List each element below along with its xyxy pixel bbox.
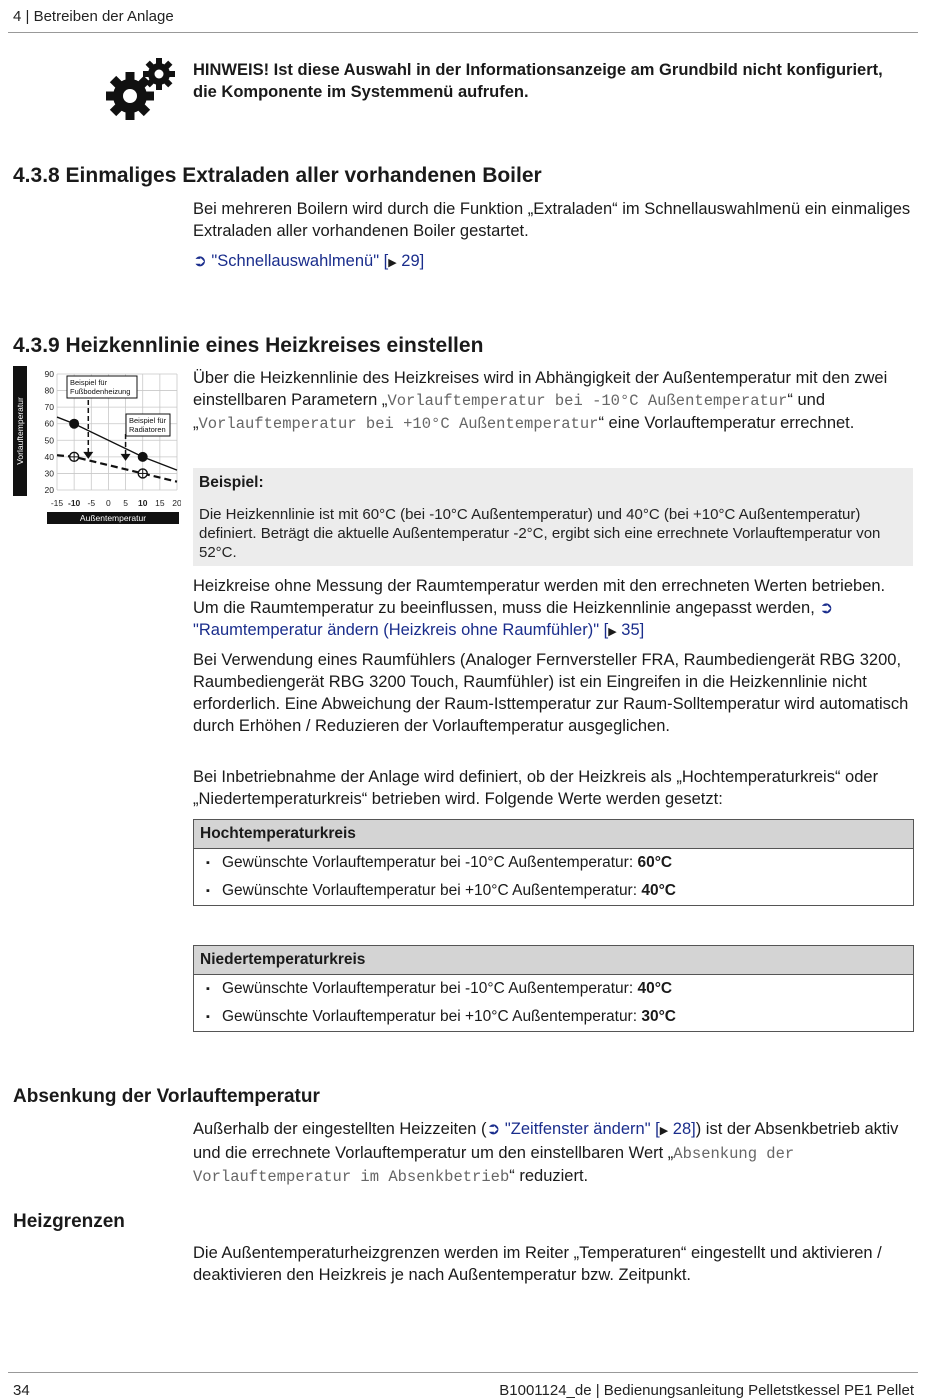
- y-tick-label: 20: [44, 485, 54, 495]
- link-text: "Schnellauswahlmenü" [: [211, 252, 389, 270]
- annotation-fussboden-line: Beispiel für: [70, 378, 108, 387]
- section-body-heizgrenzen: Die Außentemperaturheizgrenzen werden im Reiter „Temperaturen“ eingestellt und aktivieren / deaktivieren den Heizkreis je nach Außentemperatur bzw. Zeitpunkt.: [193, 1244, 882, 1284]
- paragraph-ohne-raumfuehler: Heizkreise ohne Messung der Raumtemperatur werden mit den errechneten Werten betrieben. Um die Raumtemperatur zu beeinflussen, muss die Heizkennlinie angepasst werden, ➲ "Raumtemperatur ändern (Heizkreis ohne Raumfühler)" [▶ 35]: [193, 577, 886, 639]
- example-text: Die Heizkennlinie ist mit 60°C (bei -10°C Außentemperatur) und 40°C (bei +10°C Außentemperatur) definiert. Beträgt die aktuelle Außentemperatur -2°C, ergibt sich eine errechnete Vorlauftemperatur von 52°C.: [199, 506, 881, 561]
- table-row: ▪ Gewünschte Vorlauftemperatur bei -10°C Außentemperatur: 40°C: [194, 975, 913, 1003]
- y-tick-label: 40: [44, 451, 54, 462]
- bullet-icon: ▪: [206, 983, 210, 995]
- heating-curve-chart: [13, 366, 181, 532]
- x-tick-label: 10: [137, 498, 148, 508]
- x-tick-label: 15: [155, 498, 165, 508]
- section-title-extraladen: 4.3.8 Einmaliges Extraladen aller vorhandenen Boiler: [13, 164, 542, 187]
- link-arrow-icon: ➲: [486, 1120, 501, 1138]
- param-absenkung: Absenkung der Vorlauftemperatur im Absenkbetrieb: [193, 1145, 795, 1186]
- arrow-head-icon: [83, 452, 93, 459]
- link-raumtemperatur-aendern[interactable]: "Raumtemperatur ändern (Heizkreis ohne Raumfühler)" [: [193, 621, 609, 639]
- gears-icon: [104, 56, 180, 126]
- y-tick-label: 90: [44, 369, 54, 379]
- link-page[interactable]: 35]: [621, 621, 645, 639]
- section-body-absenkung: Außerhalb der eingestellten Heizzeiten (➲ "Zeitfenster ändern" [▶ 28]) ist der Absenkbetrieb aktiv und die errechnete Vorlauftemperatur um den einstellbaren Wert „Absenkung der Vorlauftemperatur im Absenkbetrieb“ reduziert.: [193, 1120, 899, 1186]
- bullet-icon: ▪: [206, 1011, 210, 1023]
- y-tick-label: 80: [44, 385, 54, 396]
- table-row: ▪ Gewünschte Vorlauftemperatur bei +10°C Außentemperatur: 30°C: [194, 1003, 913, 1031]
- y-axis-label: Vorlauftemperatur: [15, 397, 25, 465]
- x-tick-label: -5: [87, 498, 96, 508]
- example-title: Beispiel:: [199, 474, 264, 491]
- section-title-heizgrenzen: Heizgrenzen: [13, 1211, 125, 1232]
- data-point: [138, 452, 148, 462]
- table-title: Hochtemperaturkreis: [194, 820, 913, 849]
- section-intro-heizkennlinie: Über die Heizkennlinie des Heizkreises wird in Abhängigkeit der Außentemperatur mit den zwei einstellbaren Parametern „Vorlauftemperatur bei -10°C Außentemperatur“ und „Vorlauftemperatur bei +10°C Außentemperatur“ eine Vorlauftemperatur errechnet.: [193, 369, 888, 433]
- y-tick-label: 70: [44, 402, 54, 413]
- link-page: 29]: [401, 252, 425, 270]
- param-vorlauf-minus10: Vorlauftemperatur bei -10°C Außentemperatur: [387, 392, 788, 410]
- link-zeitfenster-aendern[interactable]: "Zeitfenster ändern" [: [504, 1120, 660, 1138]
- table-niedertemperaturkreis: [193, 945, 914, 1032]
- link-arrow-icon: ➲: [819, 599, 834, 617]
- page-pointer-icon: ▶: [388, 257, 397, 269]
- x-tick-label: 0: [106, 498, 111, 508]
- paragraph-inbetriebnahme: Bei Inbetriebnahme der Anlage wird definiert, ob der Heizkreis als „Hochtemperaturkreis“ oder „Niedertemperaturkreis“ betrieben wird. Folgende Werte werden gesetzt:: [193, 768, 879, 808]
- arrow-head-icon: [121, 454, 131, 461]
- x-tick-label: -10: [67, 498, 81, 508]
- page-pointer-icon: ▶: [608, 626, 617, 638]
- param-vorlauf-plus10: Vorlauftemperatur bei +10°C Außentemperatur: [198, 415, 599, 433]
- notice-text: HINWEIS! Ist diese Auswahl in der Informationsanzeige am Grundbild nicht konfiguriert, die Komponente im Systemmenü aufrufen.: [193, 61, 883, 101]
- document-info: B1001124_de | Bedienungsanleitung Pelletstkessel PE1 Pellet: [499, 1382, 914, 1399]
- x-tick-label: 5: [123, 498, 128, 508]
- table-hochtemperaturkreis: [193, 819, 914, 906]
- header-divider: [8, 32, 918, 33]
- link-arrow-icon: ➲: [193, 252, 207, 270]
- bullet-icon: ▪: [206, 857, 210, 869]
- x-tick-label: -15: [50, 498, 64, 508]
- annotation-radiatoren-line: Beispiel für: [129, 416, 167, 425]
- bullet-icon: ▪: [206, 885, 210, 897]
- annotation-fussboden-line: Fußbodenheizung: [70, 387, 131, 396]
- y-tick-label: 60: [44, 418, 54, 429]
- link-page[interactable]: 28]: [672, 1120, 696, 1138]
- y-tick-label: 50: [44, 435, 54, 446]
- page-number: 34: [13, 1382, 30, 1399]
- table-title: Niedertemperaturkreis: [194, 946, 913, 975]
- y-tick-label: 30: [44, 468, 54, 479]
- footer-divider: [8, 1372, 918, 1373]
- x-tick-label: 20: [172, 498, 181, 508]
- x-axis-label: Außentemperatur: [79, 513, 147, 523]
- running-header: 4 | Betreiben der Anlage: [13, 8, 174, 25]
- section-body-extraladen: Bei mehreren Boilern wird durch die Funktion „Extraladen“ im Schnellauswahlmenü ein einmaliges Extraladen aller vorhandenen Boiler gestartet.: [193, 200, 911, 240]
- data-point: [69, 419, 79, 429]
- page-pointer-icon: ▶: [659, 1125, 669, 1137]
- table-row: ▪ Gewünschte Vorlauftemperatur bei +10°C Außentemperatur: 40°C: [194, 877, 913, 905]
- section-title-absenkung: Absenkung der Vorlauftemperatur: [13, 1086, 320, 1107]
- paragraph-raumfuehler: Bei Verwendung eines Raumfühlers (Analoger Fernversteller FRA, Raumbediengerät RBG 3200, Raumbediengerät RBG 3200 Touch, Raumfühler) ist ein Eingreifen in die Heizkennlinie nicht erforderlich. Eine Abweichung der Raum-Isttemperatur zur Raum-Solltemperatur wird automatisch durch Erhöhen / Reduzieren der Vorlauftemperatur ausgeglichen.: [193, 651, 909, 735]
- table-row: ▪ Gewünschte Vorlauftemperatur bei -10°C Außentemperatur: 60°C: [194, 849, 913, 877]
- section-title-heizkennlinie: 4.3.9 Heizkennlinie eines Heizkreises einstellen: [13, 334, 484, 357]
- link-schnellauswahlmenue[interactable]: [193, 250, 424, 274]
- annotation-radiatoren-line: Radiatoren: [129, 425, 166, 434]
